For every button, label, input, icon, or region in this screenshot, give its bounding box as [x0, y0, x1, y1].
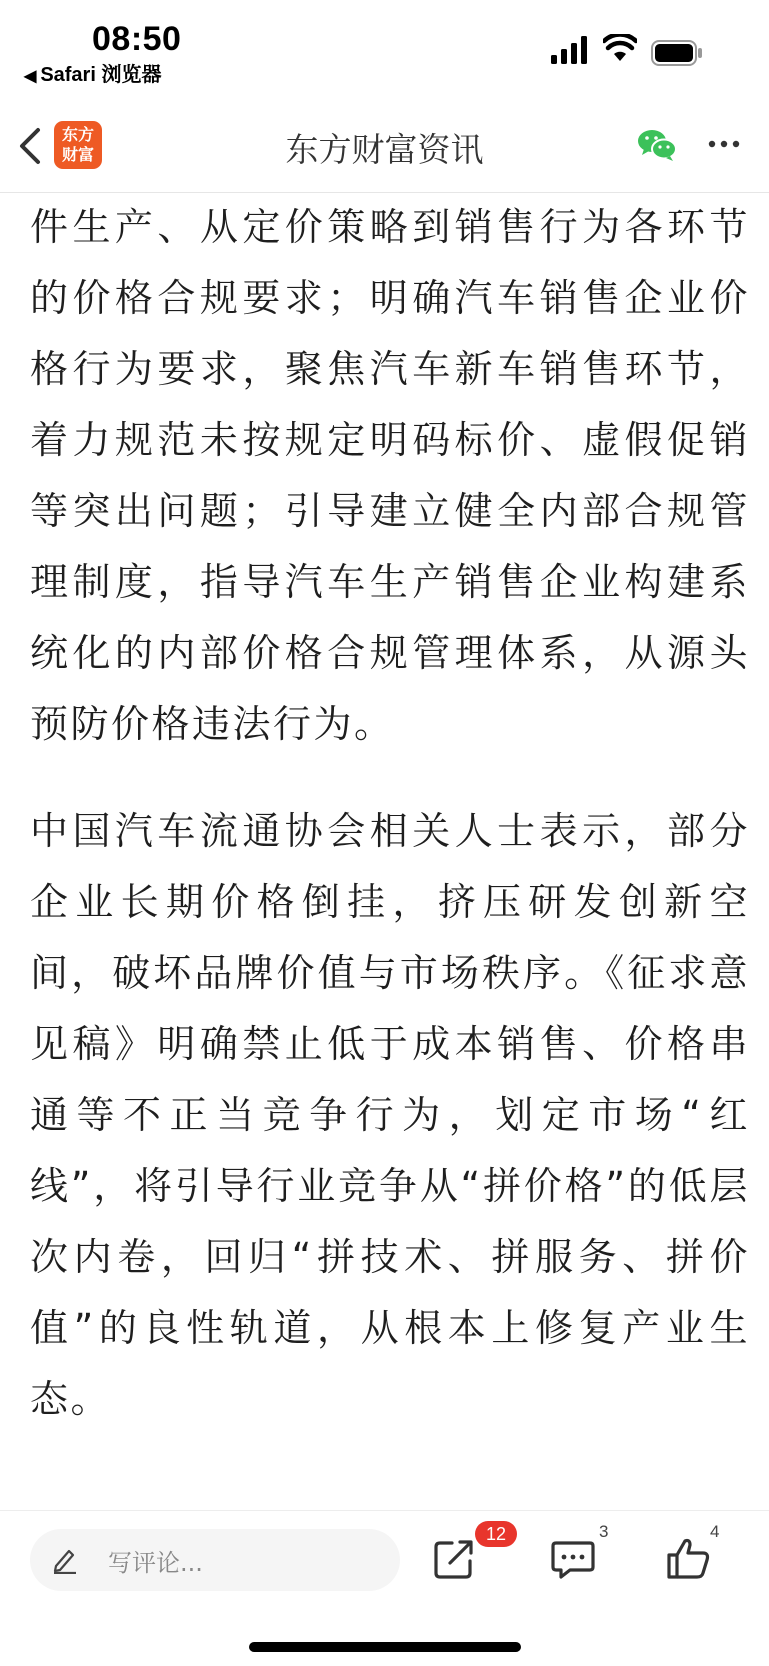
bottom-toolbar [0, 1510, 769, 1666]
comment-input[interactable] [30, 1529, 400, 1591]
article-paragraph: 件生产、从定价策略到销售行为各环节的价格合规要求；明确汽车销售企业价格行为要求，聚焦汽车新车销售环节，着力规范未按规定明码标价、虚假促销等突出问题；引导建立健全内部合规管理制度，指导汽车生产销售企业构建系统化的内部价格合规管理体系，从源头预防价格违法行为。 [30, 205, 750, 746]
thumbs-up-icon[interactable] [664, 1533, 714, 1583]
home-indicator[interactable] [249, 1642, 521, 1652]
article-paragraph: 中国汽车流通协会相关人士表示，部分企业长期价格倒挂，挤压研发创新空间，破坏品牌价值与市场秩序。《征求意见稿》明确禁止低于成本销售、价格串通等不正当竞争行为，划定市场“红线”，将引导行业竞争从“拼价格”的低层次内卷，回归“拼技术、拼服务、拼价值”的良性轨道，从根本上修复产业生态。 [30, 809, 750, 1421]
article-body [30, 192, 750, 1435]
share-icon[interactable] [430, 1533, 480, 1583]
comment-count: 3 [599, 1522, 609, 1541]
chevron-left-icon[interactable] [16, 126, 46, 166]
back-to-app-link[interactable] [24, 58, 161, 87]
wifi-icon [603, 34, 637, 62]
comment-icon[interactable] [548, 1533, 598, 1583]
more-dots-icon[interactable] [708, 140, 740, 148]
back-triangle-icon: ◀ [24, 68, 37, 85]
page-title: 东方财富资讯 [285, 130, 484, 169]
wechat-icon[interactable] [637, 128, 677, 162]
status-time: 08:50 [92, 20, 182, 58]
app-logo[interactable] [54, 121, 102, 169]
comment-placeholder: 写评论... [108, 1549, 203, 1577]
logo-text-line2: 财富 [61, 145, 94, 164]
logo-text-line1: 东方 [61, 125, 94, 144]
nav-bar [0, 100, 769, 193]
battery-icon [651, 40, 703, 66]
back-app-label: Safari 浏览器 [40, 64, 162, 86]
share-count-badge: 12 [475, 1521, 517, 1547]
like-count: 4 [710, 1522, 720, 1541]
status-bar [0, 0, 769, 100]
signal-icon [551, 36, 589, 64]
pen-icon [52, 1546, 78, 1574]
